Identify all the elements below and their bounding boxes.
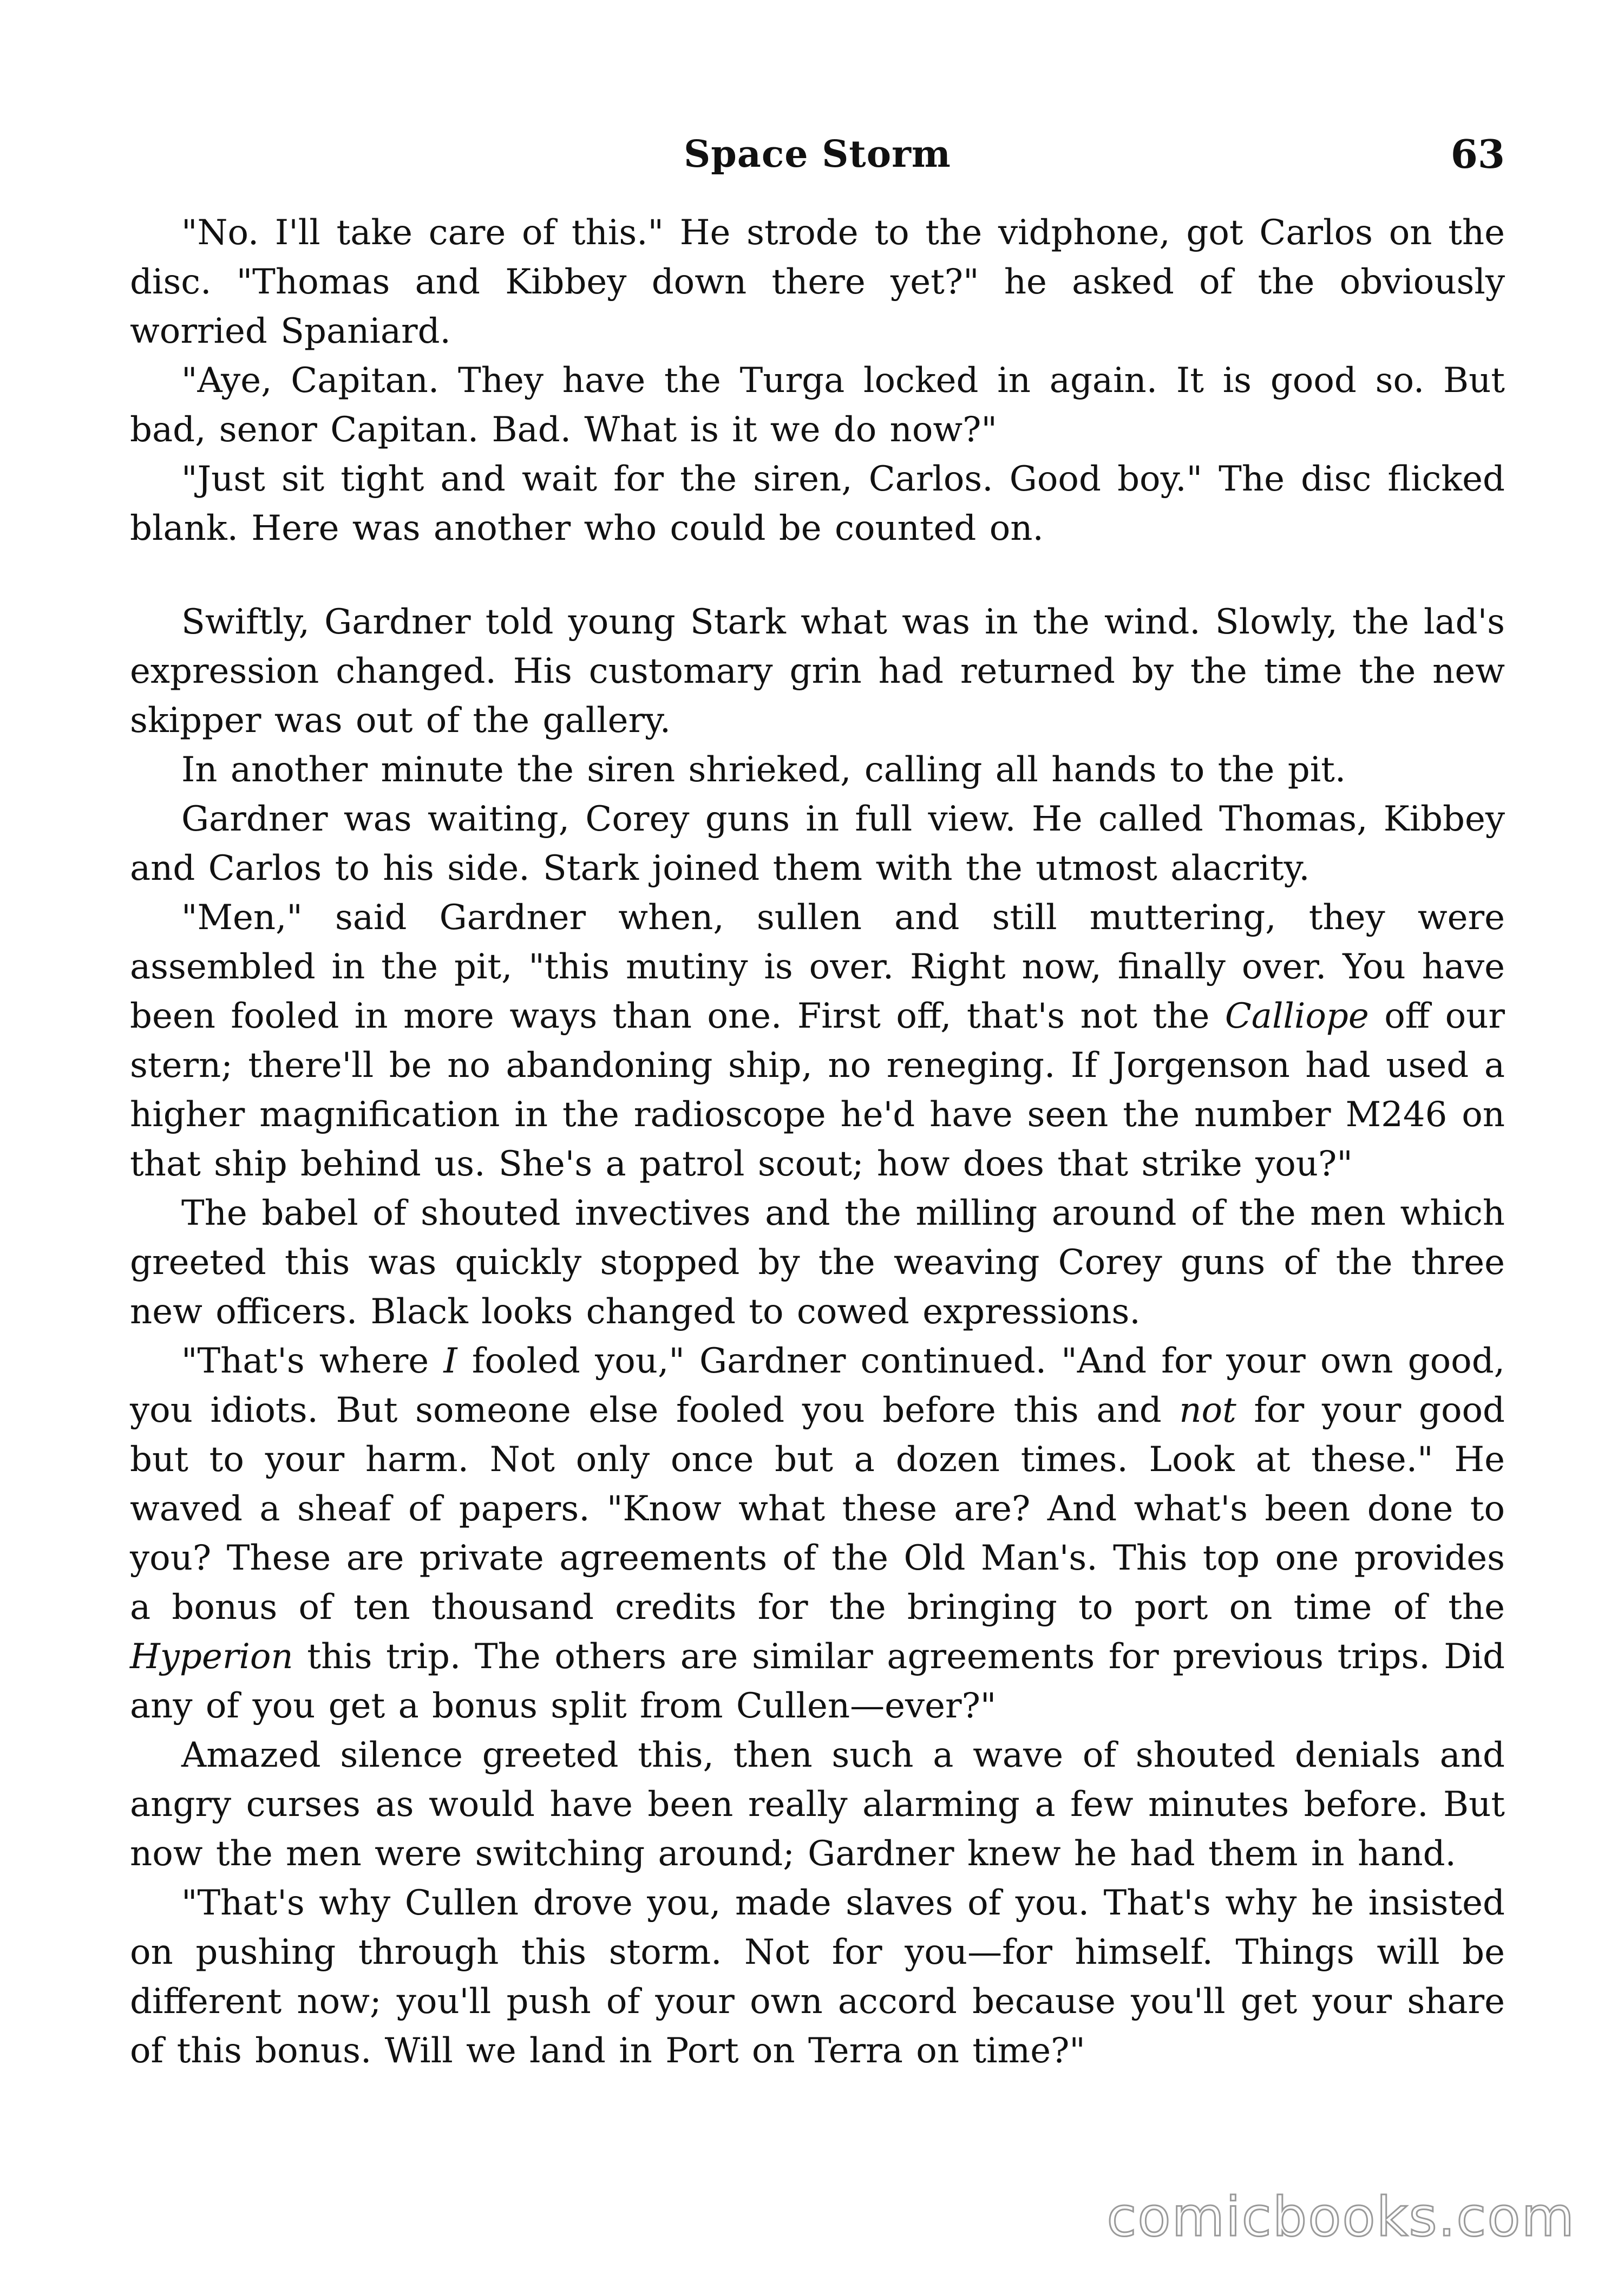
running-header [130,125,1505,184]
text-run: The babel of shouted invectives and the milling around of the men which greeted this was quickly stopped by the weaving Corey guns of the three new officers. Black looks changed to cowed expressions. [130,1193,1505,1332]
paragraph [130,208,1505,356]
italic-text: Hyperion [130,1637,293,1677]
text-run: Amazed silence greeted this, then such a wave of shouted denials and angry curses as would have been really alarming a few minutes before. But now the men were switching around; Gardner knew he had them in hand. [130,1735,1505,1874]
paragraph [130,1337,1505,1731]
paragraph [130,356,1505,455]
text-run: "Men," said Gardner when, sullen and still muttering, they were assembled in the pit, "this mutiny is over. Right now, finally over. You have been fooled in more ways than one. First off, that's not the [130,898,1505,1036]
text-run: "Just sit tight and wait for the siren, Carlos. Good boy." The disc flicked blank. Here was another who could be counted on. [130,459,1505,548]
paragraph [130,795,1505,893]
paragraph [130,746,1505,795]
italic-text: I [443,1341,457,1381]
body-text [130,208,1505,2076]
paragraph [130,598,1505,746]
text-run: fooled you," Gardner continued. "And for your own good, you idiots. But someone else fooled you before this and [130,1341,1505,1430]
paragraph [130,1189,1505,1337]
text-run: "That's where [181,1341,444,1381]
paragraph [130,893,1505,1189]
text-run: In another minute the siren shrieked, calling all hands to the pit. [181,750,1346,790]
watermark-logo: comicbooks.com [1106,2185,1575,2249]
text-run: "That's why Cullen drove you, made slaves of you. That's why he insisted on pushing through this storm. Not for you—for himself. Things will be different now; you'll push of your own accord because you'll get your share of this bonus. Will we land in Port on Terra on time?" [130,1883,1505,2071]
paragraph [130,455,1505,553]
italic-text: Calliope [1224,996,1369,1036]
text-run: off our stern; there'll be no abandoning ship, no reneging. If Jorgenson had used a higher magnification in the radioscope he'd have seen the number M246 on that ship behind us. She's a patrol scout; how does that strike you?" [130,996,1505,1184]
text-run: this trip. The others are similar agreements for previous trips. Did any of you get a bonus split from Cullen—ever?" [130,1637,1505,1726]
text-run: "Aye, Capitan. They have the Turga locked in again. It is good so. But bad, senor Capitan. Bad. What is it we do now?" [130,361,1505,450]
paragraph [130,1879,1505,2076]
page-number: 63 [1450,131,1505,177]
text-run: Gardner was waiting, Corey guns in full view. He called Thomas, Kibbey and Carlos to his side. Stark joined them with the utmost alacrity. [130,799,1505,888]
running-title: Space Storm [684,133,951,176]
italic-text: not [1179,1390,1236,1430]
text-run: Swiftly, Gardner told young Stark what was in the wind. Slowly, the lad's expression changed. His customary grin had returned by the time the new skipper was out of the gallery. [130,602,1505,741]
text-run: "No. I'll take care of this." He strode to the vidphone, got Carlos on the disc. "Thomas and Kibbey down there yet?" he asked of the obviously worried Spaniard. [130,213,1505,351]
text-run: for your good but to your harm. Not only once but a dozen times. Look at these." He waved a sheaf of papers. "Know what these are? And what's been done to you? These are private agreements of the Old Man's. This top one provides a bonus of ten thousand credits for the bringing to port on time of the [130,1390,1505,1628]
paragraph [130,1731,1505,1879]
